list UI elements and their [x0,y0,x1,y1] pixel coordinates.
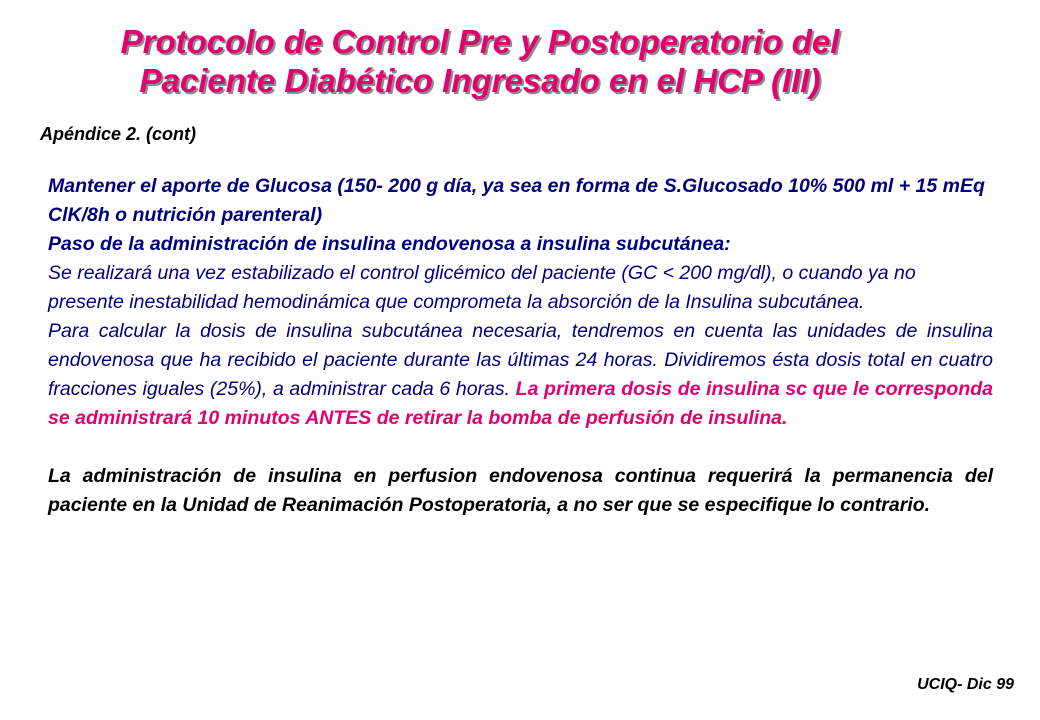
appendix-subtitle: Apéndice 2. (cont) [40,124,197,144]
title-line-2: Paciente Diabético Ingresado en el HCP (III) [139,62,821,99]
footer-label: UCIQ- Dic 99 [917,676,1014,693]
dose-text: Para calcular la dosis de insulina subcutánea necesaria, tendremos en cuenta las unidades de insulina endovenosa que ha recibido el paciente durante las últimas 24 horas. Dividiremos ésta dosis total en cuatro fracciones iguales (25%), a administrar cada 6 horas. [48,320,993,400]
dose-highlight: La primera dosis de insulina sc que le corresponda se administrará 10 minutos ANTES de retirar la bomba de perfusión de insulina. [48,378,994,429]
slide-title [0,22,960,100]
transition-heading: Paso de la administración de insulina endovenosa a insulina subcutánea: [48,233,731,255]
slide-body [48,172,993,520]
glucose-paragraph: Mantener el aporte de Glucosa (150- 200 g día, ya sea en forma de S.Glucosado 10% 500 ml + 15 mEq ClK/8h o nutrición parenteral) [48,175,985,226]
title-line-1: Protocolo de Control Pre y Postoperatorio del [120,23,840,60]
final-paragraph: La administración de insulina en perfusion endovenosa continua requerirá la permanencia del paciente en la Unidad de Reanimación Postoperatoria, a no ser que se especifique lo contrario. [48,465,993,516]
transition-text: Se realizará una vez estabilizado el control glicémico del paciente (GC < 200 mg/dl), o cuando ya no presente inestabilidad hemodinámica que comprometa la absorción de la Insulina subcutánea. [48,262,916,313]
dose-paragraph [48,317,993,433]
